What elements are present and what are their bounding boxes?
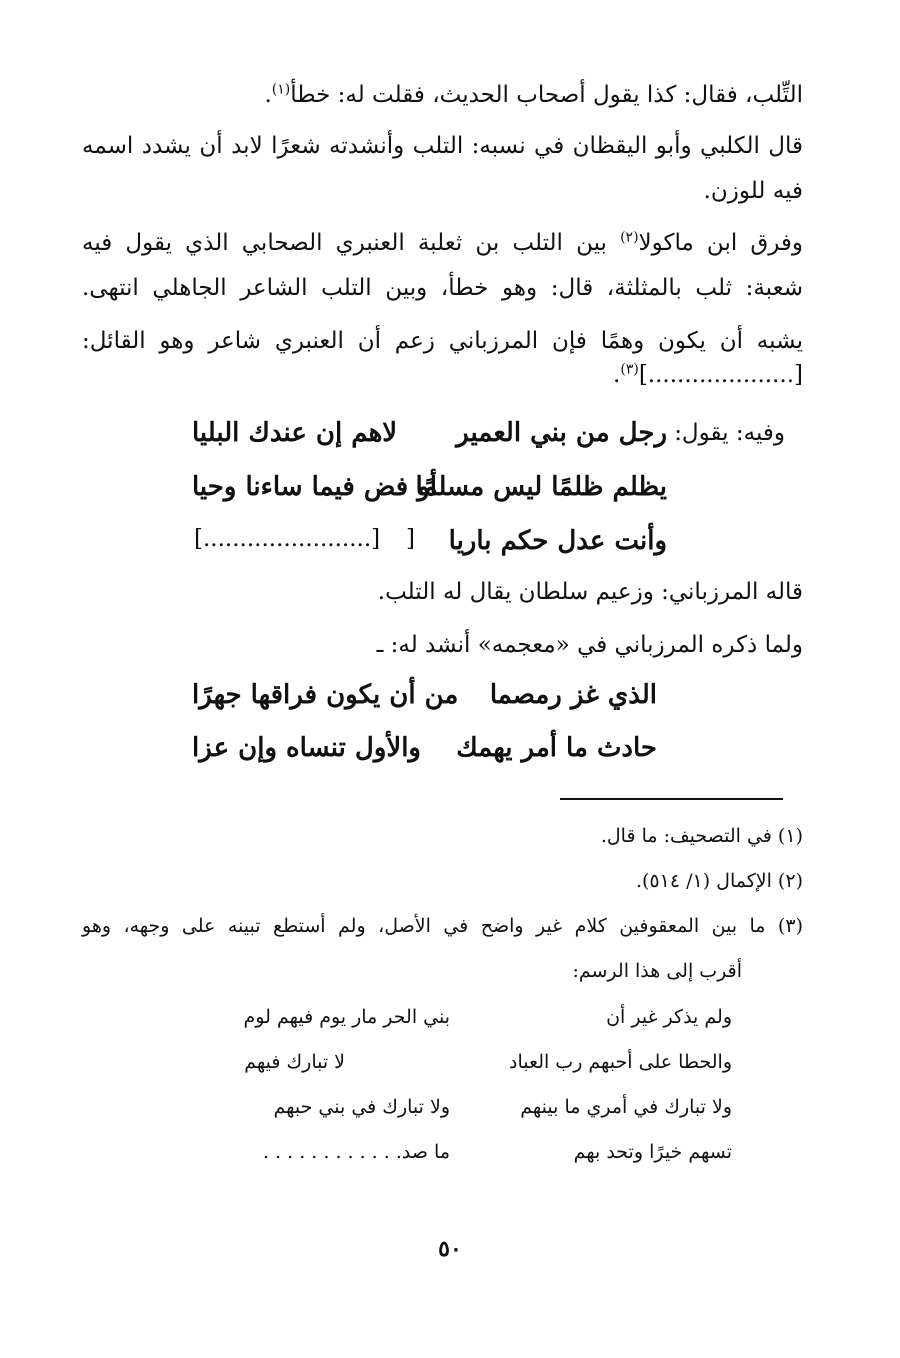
body-line-2: قال الكلبي وأبو اليقظان في نسبه: التلب وأنشدته شعرًا لابد أن يشدد اسمه [82, 133, 803, 159]
body-line-3: فيه للوزن. [703, 178, 803, 204]
verse-row-2 [180, 472, 785, 512]
body-line-1: التِّلب، فقال: كذا يقول أصحاب الحديث، فقلت له: خطأ$^{(١)}$. [264, 81, 803, 108]
body-line-4 [82, 228, 803, 258]
verse-hemistich-right: وأنت عدل حكم باريا [448, 526, 667, 556]
body-text: وفرق ابن ماكولا [638, 230, 804, 256]
period: . [613, 362, 621, 388]
verse-lead: وفيه: يقول: [674, 420, 785, 446]
page-number: ٥٠ [438, 1236, 462, 1262]
body-line-7 [82, 360, 803, 390]
footnote-3: (٣) ما بين المعقوفين كلام غير واضح في الأصل، ولم أستطع تبينه على وجهه، وهو [82, 915, 803, 937]
verse-hemistich-right: الذي غز رمصما [489, 680, 657, 710]
footnote-separator [560, 798, 783, 800]
verse-row-4 [180, 680, 785, 720]
footnote-verse-left: ولا تبارك في بني حبهم [273, 1096, 450, 1118]
ellipsis-bracket: [....................] [638, 362, 803, 388]
body-line-8: قاله المرزباني: وزعيم سلطان يقال له التلب. [377, 579, 803, 605]
body-line-9: ولما ذكره المرزباني في «معجمه» أنشد له: ـ [376, 632, 803, 658]
footnote-verse-left: بني الحر مار يوم فيهم لوم [243, 1006, 450, 1028]
verse-bracket: [ [406, 526, 415, 552]
body-line-6: يشبه أن يكون وهمًا فإن المرزباني زعم أن العنبري شاعر وهو القائل: [82, 328, 803, 354]
footnote-marker-1: (١) [271, 81, 291, 98]
verse-row-5 [180, 733, 785, 773]
verse-hemistich-left: أو فض فيما ساءنا وحيا [192, 472, 437, 502]
verse-row-1 [180, 418, 785, 458]
verse-hemistich-left: لاهم إن عندك البليا [192, 418, 398, 448]
footnote-verse-right: ولم يذكر غير أن [606, 1006, 732, 1028]
footnote-verse-right: تسهم خيرًا وتحد بهم [573, 1141, 732, 1163]
verse-hemistich-right: يظلم ظلمًا ليس مسلمًا [415, 472, 667, 502]
body-line-5: شعبة: ثلب بالمثلثة، قال: وهو خطأ، وبين التلب الشاعر الجاهلي انتهى. [82, 275, 803, 301]
footnote-3-continued: أقرب إلى هذا الرسم: [572, 960, 742, 982]
footnote-marker-3: (٣) [620, 361, 639, 378]
verse-hemistich-right: رجل من بني العمير [456, 418, 667, 448]
verse-hemistich-left: من أن يكون فراقها جهرًا [192, 680, 459, 710]
footnote-verse-left: ما صد. . . . . . . . . . . . [262, 1141, 450, 1163]
verse-hemistich-left: [.......................] [194, 526, 381, 552]
footnote-verse-right: ولا تبارك في أمري ما بينهم [520, 1096, 732, 1118]
body-text: التِّلب، فقال: كذا يقول أصحاب الحديث، فقلت له: خطأ [290, 82, 803, 108]
body-text: بين التلب بن ثعلبة العنبري الصحابي الذي يقول فيه [82, 230, 621, 256]
footnote-1: (١) في التصحيف: ما قال. [600, 825, 803, 847]
footnote-marker-2: (٢) [620, 229, 639, 246]
verse-hemistich-right: حادث ما أمر يهمك [456, 733, 657, 763]
footnote-verse-right: والحطا على أحبهم رب العباد [509, 1051, 732, 1073]
verse-row-3 [180, 526, 785, 566]
footnote-2: (٢) الإكمال (١/ ٥١٤). [635, 870, 803, 892]
verse-hemistich-left: والأول تنساه وإن عزا [192, 733, 421, 763]
footnote-verse-left: لا تبارك فيهم [244, 1051, 345, 1073]
